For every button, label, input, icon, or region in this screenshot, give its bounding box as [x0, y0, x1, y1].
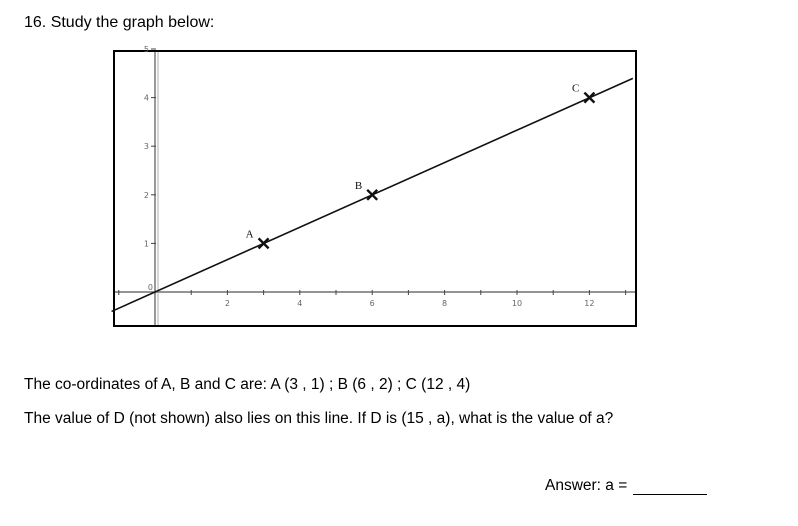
y-tick-label-2: 2 — [143, 190, 149, 200]
origin-label: 0 — [147, 283, 153, 292]
answer-label: Answer: a = — [545, 477, 628, 494]
answer-row — [545, 477, 707, 495]
line-graph — [115, 45, 635, 325]
x-tick-label-4: 4 — [297, 299, 303, 308]
y-tick-label-1: 1 — [143, 239, 149, 249]
coordinates-text: The co-ordinates of A, B and C are: A (3 , 1) ; B (6 , 2) ; C (12 , 4) — [24, 376, 471, 393]
y-tick-label-5: 5 — [143, 45, 149, 54]
x-tick-label-10: 10 — [511, 299, 523, 308]
x-tick-label-8: 8 — [442, 299, 448, 308]
y-tick-label-3: 3 — [143, 142, 149, 152]
graph-frame — [113, 45, 637, 327]
x-tick-label-6: 6 — [369, 299, 375, 308]
point-label-B: B — [354, 179, 363, 192]
question-text: The value of D (not shown) also lies on this line. If D is (15 , a), what is the value of a? — [24, 410, 614, 427]
question-title: 16. Study the graph below: — [24, 14, 215, 31]
point-label-C: C — [572, 82, 580, 95]
answer-blank[interactable] — [633, 478, 707, 495]
point-label-A: A — [245, 228, 254, 241]
x-tick-label-12: 12 — [584, 299, 595, 308]
x-tick-label-2: 2 — [224, 299, 230, 308]
y-tick-label-4: 4 — [143, 93, 149, 103]
